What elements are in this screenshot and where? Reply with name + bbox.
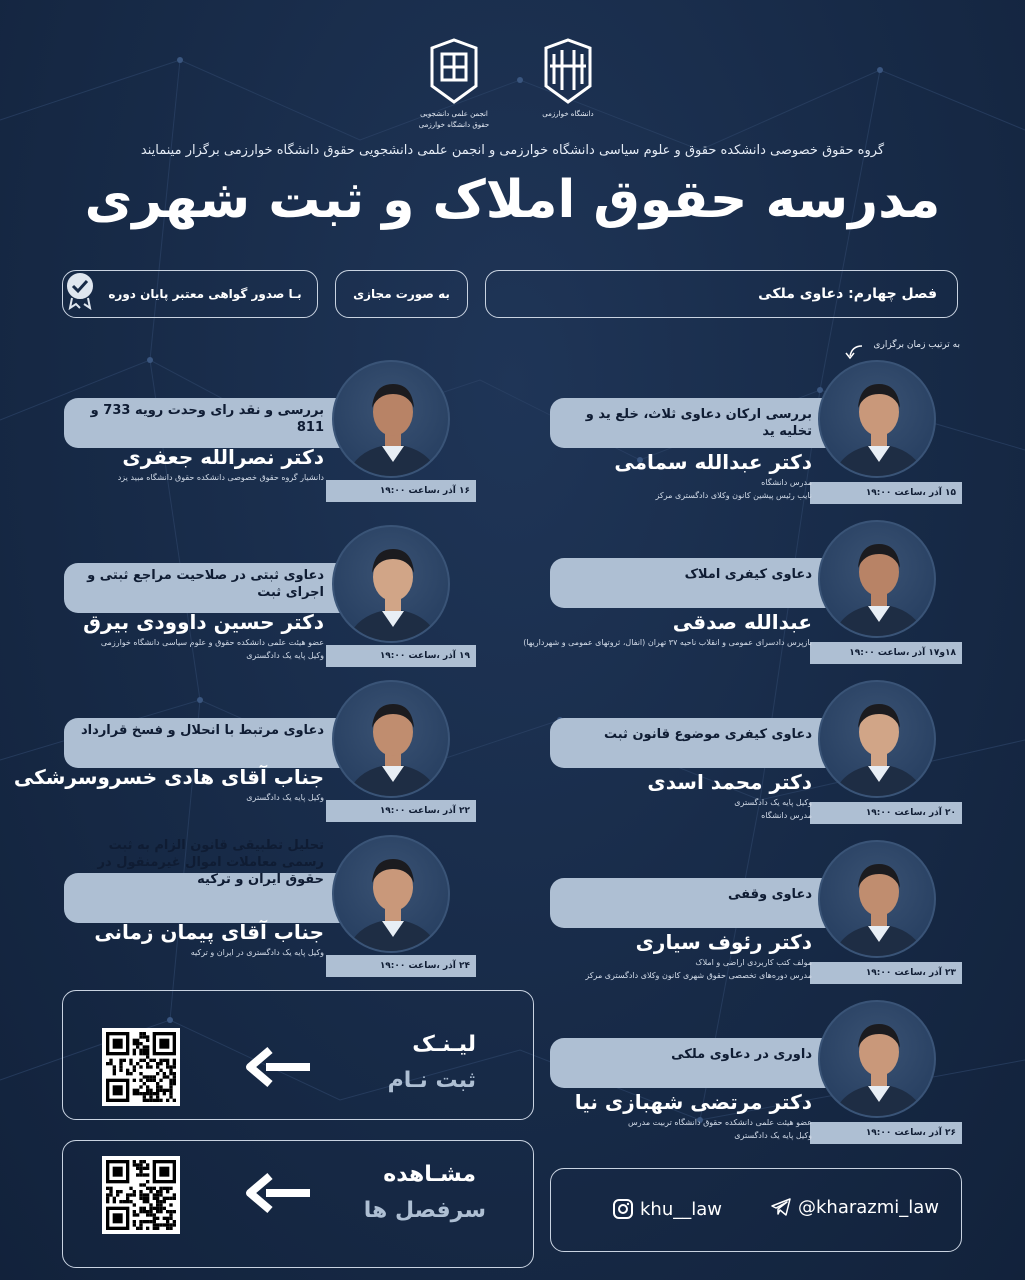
register-link-label: لیـنـک	[412, 1032, 476, 1057]
arrow-left-icon	[244, 1172, 312, 1214]
certificate-badge-icon	[62, 270, 98, 310]
speaker-desc-1: بازپرس دادسرای عمومی و انقلاب ناحیه ۳۷ تهران (انفال، ثروتهای عمومی و شهرداریها)	[523, 638, 812, 647]
speaker-desc-1: مولف کتب کاربردی اراضی و املاک	[695, 958, 812, 967]
left-logo-caption-2: حقوق دانشگاه خوارزمی	[418, 121, 490, 129]
person-silhouette-icon	[820, 682, 936, 798]
instagram-icon	[612, 1198, 634, 1220]
speaker-desc-2: نایب رئیس پیشین کانون وکلای دادگستری مرکز	[655, 491, 812, 500]
speaker-desc-1: عضو هیئت علمی دانشکده حقوق دانشگاه تربیت مدرس	[628, 1118, 812, 1127]
speaker-desc-2: وکیل پایه یک دادگستری	[734, 1131, 812, 1140]
speaker-desc-2: وکیل پایه یک دادگستری	[246, 651, 324, 660]
person-silhouette-icon	[820, 1002, 936, 1118]
speaker-desc-1: وکیل پایه یک دادگستری	[246, 793, 324, 802]
telegram-handle[interactable]	[770, 1196, 939, 1218]
session-topic: داوری در دعاوی ملکی	[671, 1047, 812, 1062]
arrow-left-icon	[244, 1046, 312, 1088]
syllabus-headings-label: سرفصل ها	[363, 1198, 486, 1223]
speaker-desc-1: عضو هیئت علمی دانشکده حقوق و علوم سیاسی دانشگاه خوارزمی	[100, 638, 324, 647]
speaker-desc-2: مدرس دوره‌های تخصصی حقوق شهری کانون وکلای دادگستری مرکز	[585, 971, 812, 980]
session-date: ۱۵ آذر ،ساعت ۱۹:۰۰	[865, 488, 956, 498]
speaker-desc-1: وکیل پایه یک دادگستری در ایران و ترکیه	[190, 948, 324, 957]
speaker-photo	[332, 835, 450, 953]
person-silhouette-icon	[334, 527, 450, 643]
certificate-pill	[62, 270, 318, 318]
session-date: ۲۶ آذر ،ساعت ۱۹:۰۰	[865, 1128, 956, 1138]
speaker-photo	[332, 525, 450, 643]
speaker-desc-1: مدرس دانشگاه	[761, 478, 812, 487]
speaker-name: دکتر رئوف سیاری	[635, 930, 812, 954]
session-topic: دعاوی مرتبط با انحلال و فسخ قرارداد	[81, 723, 324, 738]
session-topic: بررسی و نقد رای وحدت رویه 733 و 811	[90, 403, 324, 435]
telegram-icon	[770, 1196, 792, 1218]
person-silhouette-icon	[820, 362, 936, 478]
speaker-name: دکتر مرتضی شهبازی نیا	[574, 1090, 812, 1114]
instagram-handle[interactable]	[612, 1198, 722, 1220]
speaker-desc-1: دانشیار گروه حقوق خصوصی دانشکده حقوق دانشگاه مبید یزد	[117, 473, 324, 482]
speaker-photo	[818, 360, 936, 478]
university-emblem-icon	[540, 36, 596, 108]
speaker-photo	[818, 840, 936, 958]
register-qr-code[interactable]	[102, 1028, 180, 1106]
instagram-text: khu__law	[640, 1198, 722, 1220]
speaker-name: عبدالله صدقی	[672, 610, 812, 634]
speaker-name: دکتر عبدالله سمامی	[614, 450, 812, 474]
speaker-photo	[818, 680, 936, 798]
speaker-desc-2: مدرس دانشگاه	[761, 811, 812, 820]
speaker-photo	[332, 360, 450, 478]
speaker-name: جناب آقای هادی خسروسرشکی	[13, 765, 324, 789]
speaker-desc-1: وکیل پایه یک دادگستری	[734, 798, 812, 807]
session-date: ۱۸و۱۷ آذر ،ساعت ۱۹:۰۰	[849, 648, 956, 658]
session-topic: دعاوی وقفی	[727, 887, 812, 902]
speaker-photo	[818, 520, 936, 638]
left-logo-caption-1: انجمن علمی دانشجویی	[420, 110, 488, 118]
person-silhouette-icon	[820, 842, 936, 958]
syllabus-view-label: مشـاهده	[383, 1162, 476, 1187]
session-date: ۲۰ آذر ،ساعت ۱۹:۰۰	[865, 808, 956, 818]
session-topic: دعاوی کیفری املاک	[684, 567, 812, 582]
person-silhouette-icon	[334, 362, 450, 478]
qr-code-icon	[106, 1160, 176, 1230]
session-topic: دعاوی ثبتی در صلاحیت مراجع ثبتی و اجرای ثبت	[87, 568, 324, 600]
speaker-photo	[818, 1000, 936, 1118]
session-topic: بررسی ارکان دعاوی ثلاث، خلع ید و تخلیه ید	[585, 407, 812, 439]
association-emblem-icon	[426, 36, 482, 108]
session-topic: تحلیل تطبیقی قانون الزام به ثبت رسمی معاملات اموال غیرمنقول در حقوق ایران و ترکیه	[97, 838, 324, 887]
session-date: ۲۴ آذر ،ساعت ۱۹:۰۰	[379, 961, 470, 971]
right-logo-caption: دانشگاه خوارزمی	[542, 110, 594, 118]
syllabus-qr-code[interactable]	[102, 1156, 180, 1234]
season-pill	[485, 270, 958, 318]
session-topic: دعاوی کیفری موضوع قانون ثبت	[603, 727, 812, 742]
mode-pill	[335, 270, 468, 318]
order-note: به ترتیب زمان برگزاری	[873, 340, 960, 350]
speaker-name: دکتر محمد اسدی	[647, 770, 812, 794]
curved-arrow-icon	[842, 344, 864, 360]
session-date: ۱۹ آذر ،ساعت ۱۹:۰۰	[379, 651, 470, 661]
session-date: ۱۶ آذر ،ساعت ۱۹:۰۰	[379, 486, 470, 496]
organizers-subtitle: گروه حقوق خصوصی دانشکده حقوق و علوم سیاسی دانشگاه خوارزمی و انجمن علمی دانشجویی حقوق دانشگاه خوارزمی برگزار مینمایند	[140, 143, 885, 158]
person-silhouette-icon	[820, 522, 936, 638]
speaker-photo	[332, 680, 450, 798]
session-date: ۲۳ آذر ،ساعت ۱۹:۰۰	[865, 968, 956, 978]
kharazmi-university-logo	[528, 36, 608, 119]
speaker-name: جناب آقای پیمان زمانی	[94, 920, 324, 944]
session-date: ۲۲ آذر ،ساعت ۱۹:۰۰	[379, 806, 470, 816]
page-title: مدرسه حقوق املاک و ثبت شهری	[84, 170, 941, 230]
person-silhouette-icon	[334, 837, 450, 953]
certificate-label: بـا صدور گواهی معتبر پایان دوره	[108, 287, 302, 301]
person-silhouette-icon	[334, 682, 450, 798]
qr-code-icon	[106, 1032, 176, 1102]
season-label: فصل چهارم: دعاوی ملکی	[758, 286, 937, 302]
speaker-name: دکتر حسین داوودی بیرق	[83, 610, 324, 634]
student-association-logo	[414, 36, 494, 130]
register-signup-label: ثبت نـام	[387, 1068, 476, 1093]
mode-label: به صورت مجازی	[353, 287, 450, 301]
telegram-text: @kharazmi_law	[798, 1196, 940, 1218]
speaker-name: دکتر نصرالله جعفری	[122, 445, 324, 469]
